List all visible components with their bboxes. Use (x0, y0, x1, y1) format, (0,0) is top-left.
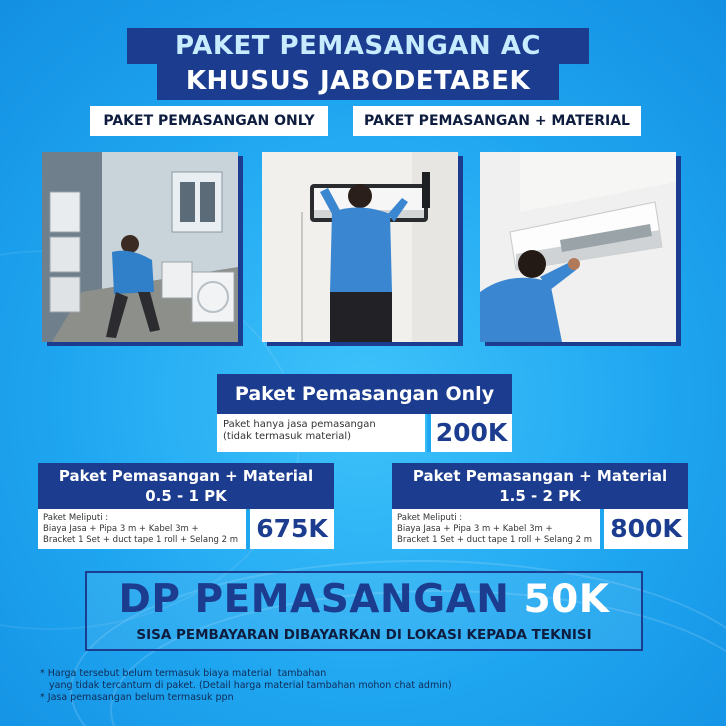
description-line: Bracket 1 Set + duct tape 1 roll + Selang 2 m (43, 535, 238, 545)
description-line: Biaya Jasa + Pipa 3 m + Kabel 3m + (397, 524, 553, 534)
package-only-title: Paket Pemasangan Only (217, 374, 512, 414)
title-line-1: PAKET PEMASANGAN AC (127, 28, 589, 64)
description-line: (tidak termasuk material) (223, 431, 352, 442)
description-line: Paket Meliputi : (43, 513, 109, 523)
footnote-line: yang tidak tercantum di paket. (Detail harga material tambahan mohon chat admin) (40, 680, 452, 691)
label-installation-material: PAKET PEMASANGAN + MATERIAL (353, 106, 641, 136)
title-line-2: KHUSUS JABODETABEK (157, 64, 559, 100)
down-payment-amount: 50K (523, 577, 610, 622)
package-material-small-description (38, 509, 246, 549)
description-line: Paket hanya jasa pemasangan (223, 419, 376, 430)
package-material-small-price: 675K (246, 509, 334, 549)
footnotes (40, 668, 680, 704)
down-payment-subtitle: SISA PEMBAYARAN DIBAYARKAN DI LOKASI KEPADA TEKNISI (136, 627, 592, 643)
package-material-large-price: 800K (600, 509, 688, 549)
package-material-small-title (38, 463, 334, 509)
description-line: Paket Meliputi : (397, 513, 463, 523)
description-line: Bracket 1 Set + duct tape 1 roll + Selang 2 m (397, 535, 592, 545)
footnote-line: * Jasa pemasangan belum termasuk ppn (40, 692, 234, 703)
label-installation-only: PAKET PEMASANGAN ONLY (90, 106, 328, 136)
technician-servicing-illustration (480, 152, 676, 342)
technician-indoor-illustration (262, 152, 458, 342)
photo-indoor-install-back (262, 152, 458, 342)
technician-outdoor-illustration (42, 152, 238, 342)
package-only-description (217, 414, 425, 452)
package-only-price: 200K (427, 414, 512, 452)
down-payment-label: DP PEMASANGAN (118, 577, 510, 622)
down-payment-title (92, 578, 636, 622)
capacity-range: 0.5 - 1 PK (145, 487, 227, 505)
capacity-range: 1.5 - 2 PK (499, 487, 581, 505)
package-material-large-title (392, 463, 688, 509)
package-material-large-description (392, 509, 600, 549)
title-line: Paket Pemasangan + Material (412, 467, 668, 485)
description-line: Biaya Jasa + Pipa 3 m + Kabel 3m + (43, 524, 199, 534)
footnote-line: * Harga tersebut belum termasuk biaya material tambahan (40, 668, 327, 679)
title-line: Paket Pemasangan + Material (58, 467, 314, 485)
photo-outdoor-units (42, 152, 238, 342)
photo-indoor-install-side (480, 152, 676, 342)
